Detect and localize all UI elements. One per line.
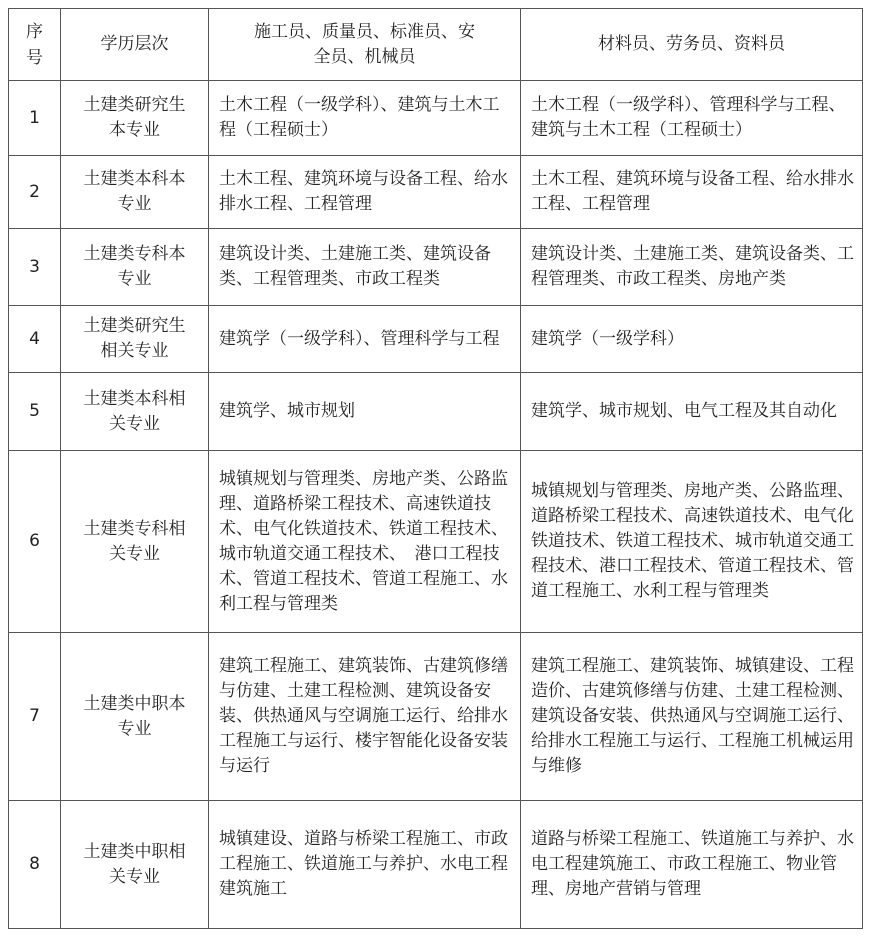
table-row: [9, 81, 863, 156]
major-requirements-table: [8, 8, 863, 929]
row-number: 8: [9, 801, 61, 929]
header-group1: 施工员、质量员、标准员、安全员、机械员: [209, 9, 521, 81]
majors-group1: 土木工程、建筑环境与设备工程、给水排水工程、工程管理: [209, 156, 521, 229]
header-level: 学历层次: [61, 9, 209, 81]
table-row: [9, 156, 863, 229]
table-row: [9, 306, 863, 373]
table-row: [9, 633, 863, 801]
education-level: 土建类本科本专业: [61, 156, 209, 229]
majors-group1: 城镇规划与管理类、房地产类、公路监理、道路桥梁工程技术、高速铁道技术、电气化铁道技术、铁道工程技术、城市轨道交通工程技术、 港口工程技术、管道工程技术、管道工程施工、水利工程与管理类: [209, 451, 521, 633]
table-row: [9, 801, 863, 929]
education-level: 土建类专科本专业: [61, 229, 209, 306]
majors-group1: 土木工程（一级学科）、建筑与土木工程（工程硕士）: [209, 81, 521, 156]
table-row: [9, 229, 863, 306]
majors-group2: 建筑学（一级学科）: [521, 306, 863, 373]
table-row: [9, 373, 863, 451]
row-number: 5: [9, 373, 61, 451]
majors-group2: 建筑工程施工、建筑装饰、城镇建设、工程造价、古建筑修缮与仿建、土建工程检测、建筑设备安装、供热通风与空调施工运行、给排水工程施工与运行、工程施工机械运用与维修: [521, 633, 863, 801]
majors-group1: 建筑设计类、土建施工类、建筑设备类、工程管理类、市政工程类: [209, 229, 521, 306]
majors-group2: 建筑学、城市规划、电气工程及其自动化: [521, 373, 863, 451]
majors-group2: 土木工程、建筑环境与设备工程、给水排水工程、工程管理: [521, 156, 863, 229]
education-level: 土建类本科相关专业: [61, 373, 209, 451]
majors-group1: 城镇建设、道路与桥梁工程施工、市政工程施工、铁道施工与养护、水电工程建筑施工: [209, 801, 521, 929]
header-no: 序号: [9, 9, 61, 81]
row-number: 6: [9, 451, 61, 633]
majors-group1: 建筑学、城市规划: [209, 373, 521, 451]
majors-group1: 建筑学（一级学科）、管理科学与工程: [209, 306, 521, 373]
education-level: 土建类中职本专业: [61, 633, 209, 801]
majors-group2: 土木工程（一级学科）、管理科学与工程、建筑与土木工程（工程硕士）: [521, 81, 863, 156]
row-number: 2: [9, 156, 61, 229]
education-level: 土建类专科相关专业: [61, 451, 209, 633]
row-number: 4: [9, 306, 61, 373]
header-row: [9, 9, 863, 81]
row-number: 3: [9, 229, 61, 306]
majors-group2: 建筑设计类、土建施工类、建筑设备类、工程管理类、市政工程类、房地产类: [521, 229, 863, 306]
education-level: 土建类研究生本专业: [61, 81, 209, 156]
majors-group2: 道路与桥梁工程施工、铁道施工与养护、水电工程建筑施工、市政工程施工、物业管理、房地产营销与管理: [521, 801, 863, 929]
row-number: 1: [9, 81, 61, 156]
majors-group1: 建筑工程施工、建筑装饰、古建筑修缮与仿建、土建工程检测、建筑设备安装、供热通风与空调施工运行、给排水工程施工与运行、楼宇智能化设备安装与运行: [209, 633, 521, 801]
education-level: 土建类研究生相关专业: [61, 306, 209, 373]
header-group2: 材料员、劳务员、资料员: [521, 9, 863, 81]
education-level: 土建类中职相关专业: [61, 801, 209, 929]
table-row: [9, 451, 863, 633]
majors-group2: 城镇规划与管理类、房地产类、公路监理、道路桥梁工程技术、高速铁道技术、电气化铁道技术、铁道工程技术、城市轨道交通工程技术、港口工程技术、管道工程技术、管道工程施工、水利工程与管理类: [521, 451, 863, 633]
row-number: 7: [9, 633, 61, 801]
